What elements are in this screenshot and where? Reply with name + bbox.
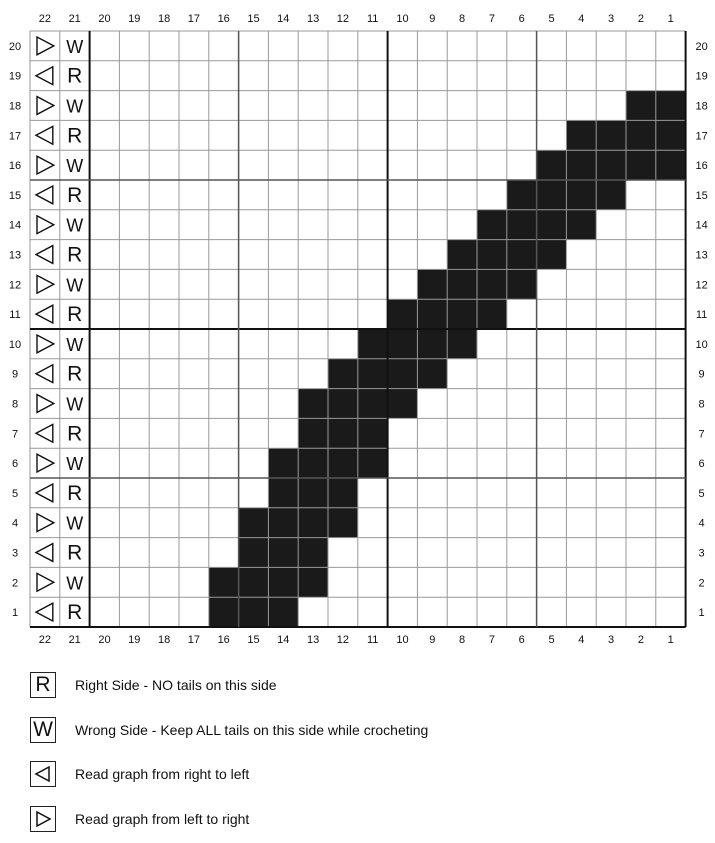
- filled-cell: [596, 180, 626, 210]
- filled-cell: [298, 418, 328, 448]
- column-label-bottom: 14: [277, 634, 290, 646]
- filled-cell: [626, 150, 656, 180]
- filled-cell: [328, 478, 358, 508]
- row-label-left: 18: [8, 100, 22, 113]
- column-label-bottom: 17: [187, 634, 201, 646]
- row-label-left: 5: [11, 487, 19, 500]
- filled-cell: [507, 269, 537, 299]
- column-label-bottom: 20: [98, 634, 111, 646]
- row-label-right: 13: [695, 249, 708, 262]
- filled-cell: [417, 329, 447, 359]
- filled-cell: [417, 299, 447, 329]
- filled-cell: [328, 359, 358, 389]
- filled-cell: [239, 508, 269, 538]
- filled-cell: [358, 448, 388, 478]
- filled-cell: [298, 508, 328, 538]
- row-label-right: 3: [698, 547, 705, 560]
- column-label-bottom: 6: [518, 634, 525, 646]
- filled-cell: [239, 538, 269, 568]
- row-label-right: 17: [695, 130, 708, 143]
- filled-cell: [656, 91, 686, 121]
- row-label-right: 1: [698, 607, 705, 620]
- filled-cell: [417, 359, 447, 389]
- row-label-left: 19: [8, 70, 22, 83]
- filled-cell: [596, 120, 626, 150]
- legend-read-left-to-right-label: Read graph from left to right: [75, 811, 250, 827]
- row-label-left: 13: [8, 249, 22, 262]
- filled-cell: [268, 538, 298, 568]
- row-label-left: 2: [11, 577, 19, 590]
- column-label-bottom: 1: [667, 634, 674, 646]
- column-label-bottom: 4: [578, 634, 585, 646]
- filled-cell: [537, 240, 567, 270]
- column-label-bottom: 19: [128, 634, 141, 646]
- row-label-left: 14: [8, 219, 22, 232]
- filled-cell: [239, 597, 269, 627]
- column-label-top: 20: [98, 13, 111, 25]
- filled-cell: [298, 448, 328, 478]
- column-label-bottom: 15: [247, 634, 260, 646]
- row-label-right: 19: [695, 70, 708, 83]
- side-letter: W: [66, 513, 84, 534]
- filled-cell: [566, 120, 596, 150]
- side-letter: R: [67, 183, 83, 207]
- column-label-top: 1: [667, 13, 674, 25]
- filled-cell: [358, 418, 388, 448]
- filled-cell: [328, 508, 358, 538]
- filled-cell: [626, 120, 656, 150]
- column-label-bottom: 13: [306, 634, 320, 646]
- filled-cell: [477, 240, 507, 270]
- column-label-top: 9: [429, 13, 436, 25]
- row-label-right: 11: [695, 309, 708, 322]
- filled-cell: [358, 329, 388, 359]
- column-label-top: 15: [247, 13, 260, 25]
- filled-cell: [507, 210, 537, 240]
- filled-cell: [626, 91, 656, 121]
- legend-read-right-to-left-label: Read graph from right to left: [75, 766, 250, 782]
- filled-cell: [388, 299, 418, 329]
- filled-cell: [358, 389, 388, 419]
- column-label-top: 7: [488, 13, 495, 25]
- row-label-right: 16: [695, 160, 708, 173]
- legend-w-symbol: W: [30, 717, 56, 743]
- column-label-top: 5: [548, 13, 555, 25]
- filled-cell: [507, 240, 537, 270]
- column-label-bottom: 3: [608, 634, 615, 646]
- side-letter: R: [67, 481, 83, 505]
- column-label-top: 16: [217, 13, 230, 25]
- filled-cell: [388, 359, 418, 389]
- filled-cell: [596, 150, 626, 180]
- filled-cell: [447, 240, 477, 270]
- filled-cell: [566, 180, 596, 210]
- row-label-right: 10: [695, 338, 708, 351]
- row-label-right: 6: [698, 458, 705, 471]
- filled-cell: [566, 150, 596, 180]
- side-letter: W: [66, 96, 84, 117]
- filled-cell: [537, 150, 567, 180]
- column-label-bottom: 5: [548, 634, 555, 646]
- filled-cell: [268, 597, 298, 627]
- column-label-top: 22: [38, 13, 52, 25]
- filled-cell: [388, 329, 418, 359]
- side-letter: R: [67, 64, 83, 88]
- row-label-right: 5: [698, 487, 705, 500]
- filled-cell: [209, 597, 239, 627]
- filled-cell: [537, 180, 567, 210]
- side-letter: R: [67, 601, 83, 625]
- column-label-top: 17: [187, 13, 201, 25]
- side-letter: W: [66, 215, 84, 236]
- column-label-bottom: 18: [157, 634, 171, 646]
- side-letter: R: [67, 541, 83, 565]
- legend-r-symbol: R: [30, 672, 56, 698]
- row-label-right: 12: [695, 279, 708, 292]
- filled-cell: [537, 210, 567, 240]
- filled-cell: [447, 299, 477, 329]
- column-label-bottom: 22: [38, 634, 52, 646]
- filled-cell: [328, 389, 358, 419]
- column-label-top: 8: [459, 13, 466, 25]
- row-label-left: 4: [11, 517, 19, 530]
- row-label-right: 7: [698, 428, 705, 441]
- side-letter: W: [66, 275, 84, 296]
- filled-cell: [268, 448, 298, 478]
- side-letter: W: [66, 394, 84, 415]
- side-letter: R: [67, 243, 83, 267]
- side-letter: R: [67, 124, 83, 148]
- column-label-top: 13: [306, 13, 320, 25]
- filled-cell: [239, 567, 269, 597]
- filled-cell: [298, 538, 328, 568]
- filled-cell: [209, 567, 239, 597]
- filled-cell: [507, 180, 537, 210]
- side-letter: R: [67, 303, 83, 327]
- row-label-left: 17: [8, 130, 22, 143]
- filled-cell: [298, 567, 328, 597]
- side-letter: W: [66, 156, 84, 177]
- column-label-top: 2: [637, 13, 644, 25]
- filled-cell: [566, 210, 596, 240]
- row-label-right: 2: [698, 577, 705, 590]
- side-letter: R: [67, 362, 83, 386]
- filled-cell: [656, 150, 686, 180]
- filled-cell: [447, 269, 477, 299]
- column-label-bottom: 10: [396, 634, 409, 646]
- row-label-left: 6: [11, 458, 19, 471]
- row-label-right: 4: [698, 517, 705, 530]
- side-letter: W: [66, 454, 84, 475]
- filled-cell: [298, 478, 328, 508]
- row-label-right: 9: [698, 368, 705, 381]
- column-label-top: 12: [336, 13, 350, 25]
- filled-cell: [298, 389, 328, 419]
- column-label-top: 19: [128, 13, 141, 25]
- row-label-right: 14: [695, 219, 708, 232]
- side-letter: W: [66, 573, 84, 594]
- filled-cell: [358, 359, 388, 389]
- column-label-bottom: 16: [217, 634, 230, 646]
- filled-cell: [268, 508, 298, 538]
- column-label-bottom: 21: [68, 634, 81, 646]
- legend-right-side-label: Right Side - NO tails on this side: [75, 677, 277, 693]
- filled-cell: [328, 418, 358, 448]
- row-label-left: 7: [11, 428, 19, 441]
- filled-cell: [477, 269, 507, 299]
- row-label-right: 18: [695, 100, 708, 113]
- side-letter: R: [67, 422, 83, 446]
- column-label-bottom: 2: [637, 634, 644, 646]
- row-label-right: 8: [698, 398, 705, 411]
- column-label-bottom: 8: [459, 634, 466, 646]
- column-label-top: 21: [68, 13, 81, 25]
- row-label-left: 8: [11, 398, 19, 411]
- column-label-top: 11: [366, 13, 379, 25]
- side-letter: W: [66, 36, 84, 57]
- row-label-left: 9: [11, 368, 19, 381]
- filled-cell: [417, 269, 447, 299]
- filled-cell: [268, 567, 298, 597]
- filled-cell: [447, 329, 477, 359]
- row-label-right: 15: [695, 189, 708, 202]
- row-label-left: 20: [8, 40, 22, 53]
- row-label-left: 1: [11, 607, 19, 620]
- legend-wrong-side-label: Wrong Side - Keep ALL tails on this side while crocheting: [75, 722, 429, 738]
- row-label-left: 3: [11, 547, 19, 560]
- row-label-left: 15: [8, 189, 22, 202]
- row-label-left: 11: [9, 309, 21, 322]
- filled-cell: [268, 478, 298, 508]
- filled-cell: [477, 210, 507, 240]
- filled-cell: [656, 120, 686, 150]
- column-label-bottom: 9: [429, 634, 436, 646]
- column-label-top: 3: [608, 13, 615, 25]
- column-label-bottom: 7: [488, 634, 495, 646]
- filled-cell: [388, 389, 418, 419]
- row-label-left: 16: [8, 160, 22, 173]
- column-label-top: 14: [277, 13, 290, 25]
- side-letter: W: [66, 334, 84, 355]
- row-label-left: 10: [8, 338, 22, 351]
- row-label-right: 20: [695, 40, 708, 53]
- filled-cell: [328, 448, 358, 478]
- column-label-bottom: 11: [366, 634, 379, 646]
- column-label-top: 18: [157, 13, 171, 25]
- column-label-top: 10: [396, 13, 409, 25]
- column-label-top: 4: [578, 13, 585, 25]
- column-label-bottom: 12: [336, 634, 350, 646]
- filled-cell: [477, 299, 507, 329]
- column-label-top: 6: [518, 13, 525, 25]
- row-label-left: 12: [8, 279, 22, 292]
